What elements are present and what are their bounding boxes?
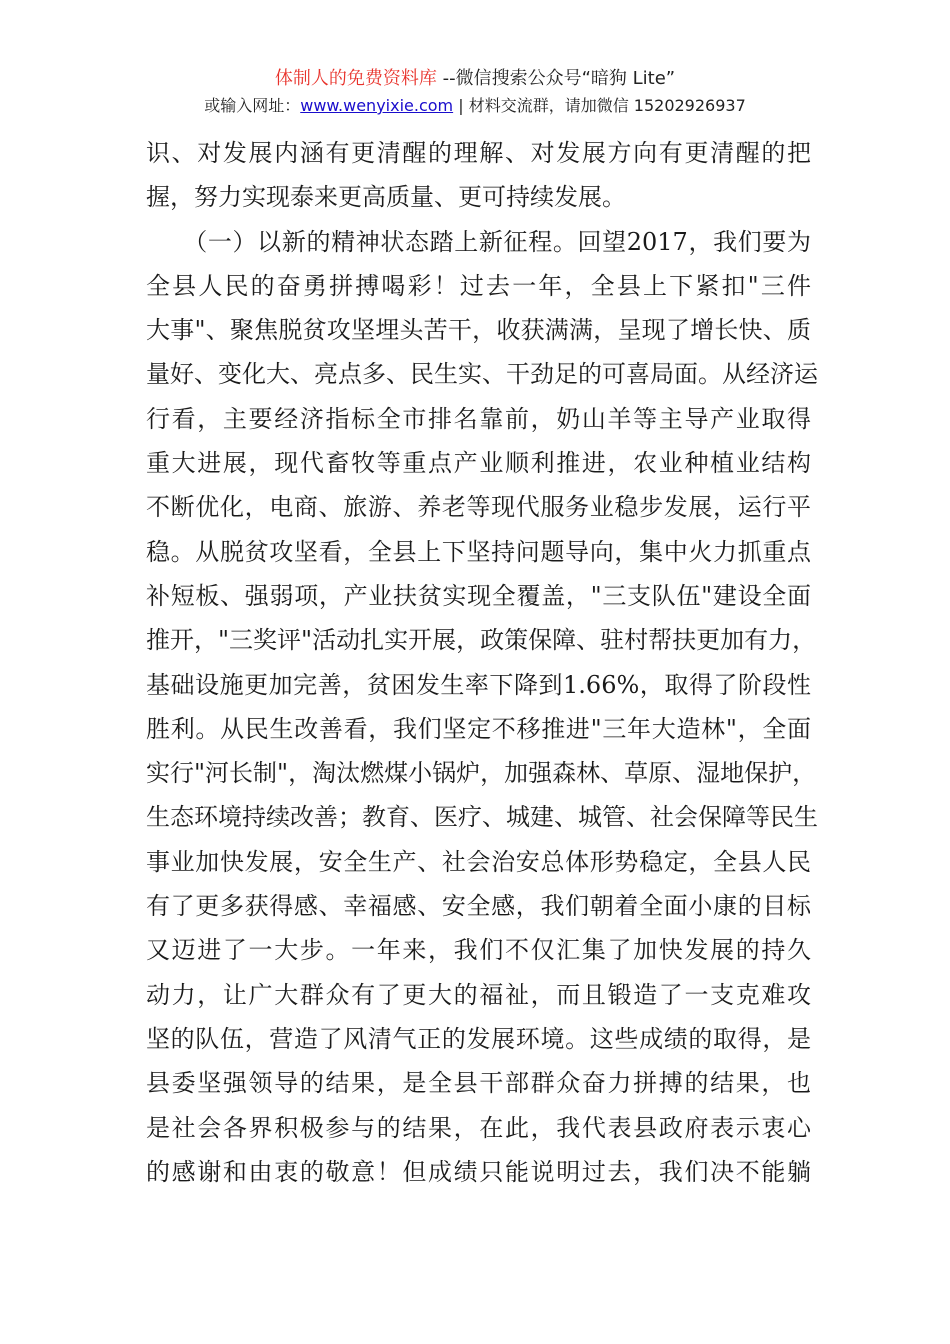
text-line: 推开，"三奖评"活动扎实开展，政策保障、驻村帮扶更加有力，: [146, 626, 817, 655]
url-prefix: 或输入网址：: [204, 96, 301, 115]
text-line: 是社会各界积极参与的结果，在此，我代表县政府表示衷心: [146, 1113, 811, 1142]
header-tagline: --微信搜索公众号“暗狗 Lite”: [436, 68, 676, 89]
text-line: 胜利。从民生改善看，我们坚定不移推进"三年大造林"，全面: [146, 714, 811, 743]
text-line: 又迈进了一大步。一年来，我们不仅汇集了加快发展的持久: [146, 936, 811, 965]
text-line: 稳。从脱贫攻坚看，全县上下坚持问题导向，集中火力抓重点: [146, 537, 811, 566]
text-line: 不断优化，电商、旅游、养老等现代服务业稳步发展，运行平: [146, 493, 811, 522]
text-line: 大事"、聚焦脱贫攻坚埋头苦干，收获满满，呈现了增长快、质: [146, 316, 811, 345]
text-line: 基础设施更加完善，贫困发生率下降到1.66%，取得了阶段性: [146, 670, 811, 699]
text-line: 识、对发展内涵有更清醒的理解、对发展方向有更清醒的把: [146, 139, 811, 167]
header-contact: [0, 94, 950, 118]
text-line: 的感谢和由衷的敬意！但成绩只能说明过去，我们决不能躺: [146, 1157, 811, 1186]
text-line: 县委坚强领导的结果，是全县干部群众奋力拼搏的结果，也: [146, 1069, 811, 1098]
text-line: 全县人民的奋勇拼搏喝彩！过去一年，全县上下紧扣"三件: [146, 271, 811, 300]
document-body: [146, 131, 818, 1194]
text-line: （一）以新的精神状态踏上新征程。回望2017，我们要为: [146, 227, 811, 256]
brand-title: 体制人的免费资料库: [274, 68, 437, 89]
text-line: 动力，让广大群众有了更大的福祉，而且锻造了一支克难攻: [146, 980, 811, 1009]
text-line: 量好、变化大、亮点多、民生实、干劲足的可喜局面。从经济运: [146, 360, 818, 389]
text-line: 行看，主要经济指标全市排名靠前，奶山羊等主导产业取得: [146, 404, 811, 433]
text-line: 坚的队伍，营造了风清气正的发展环境。这些成绩的取得，是: [146, 1024, 811, 1053]
text-line: 握，努力实现泰来更高质量、更可持续发展。: [146, 183, 626, 212]
page-header: [0, 66, 950, 118]
text-line: 补短板、强弱项，产业扶贫实现全覆盖，"三支队伍"建设全面: [146, 581, 811, 610]
header-banner: [0, 66, 950, 92]
text-line: 重大进展，现代畜牧等重点产业顺利推进，农业种植业结构: [146, 449, 811, 478]
text-line: 事业加快发展，安全生产、社会治安总体形势稳定，全县人民: [146, 847, 811, 876]
text-line: 有了更多获得感、幸福感、安全感，我们朝着全面小康的目标: [146, 892, 811, 921]
text-line: 实行"河长制"，淘汰燃煤小锅炉，加强森林、草原、湿地保护，: [146, 759, 817, 788]
contact-info: | 材料交流群，请加微信 15202926937: [453, 96, 746, 115]
website-link[interactable]: www.wenyixie.com: [300, 96, 454, 115]
text-line: 生态环境持续改善；教育、医疗、城建、城管、社会保障等民生: [146, 803, 818, 832]
